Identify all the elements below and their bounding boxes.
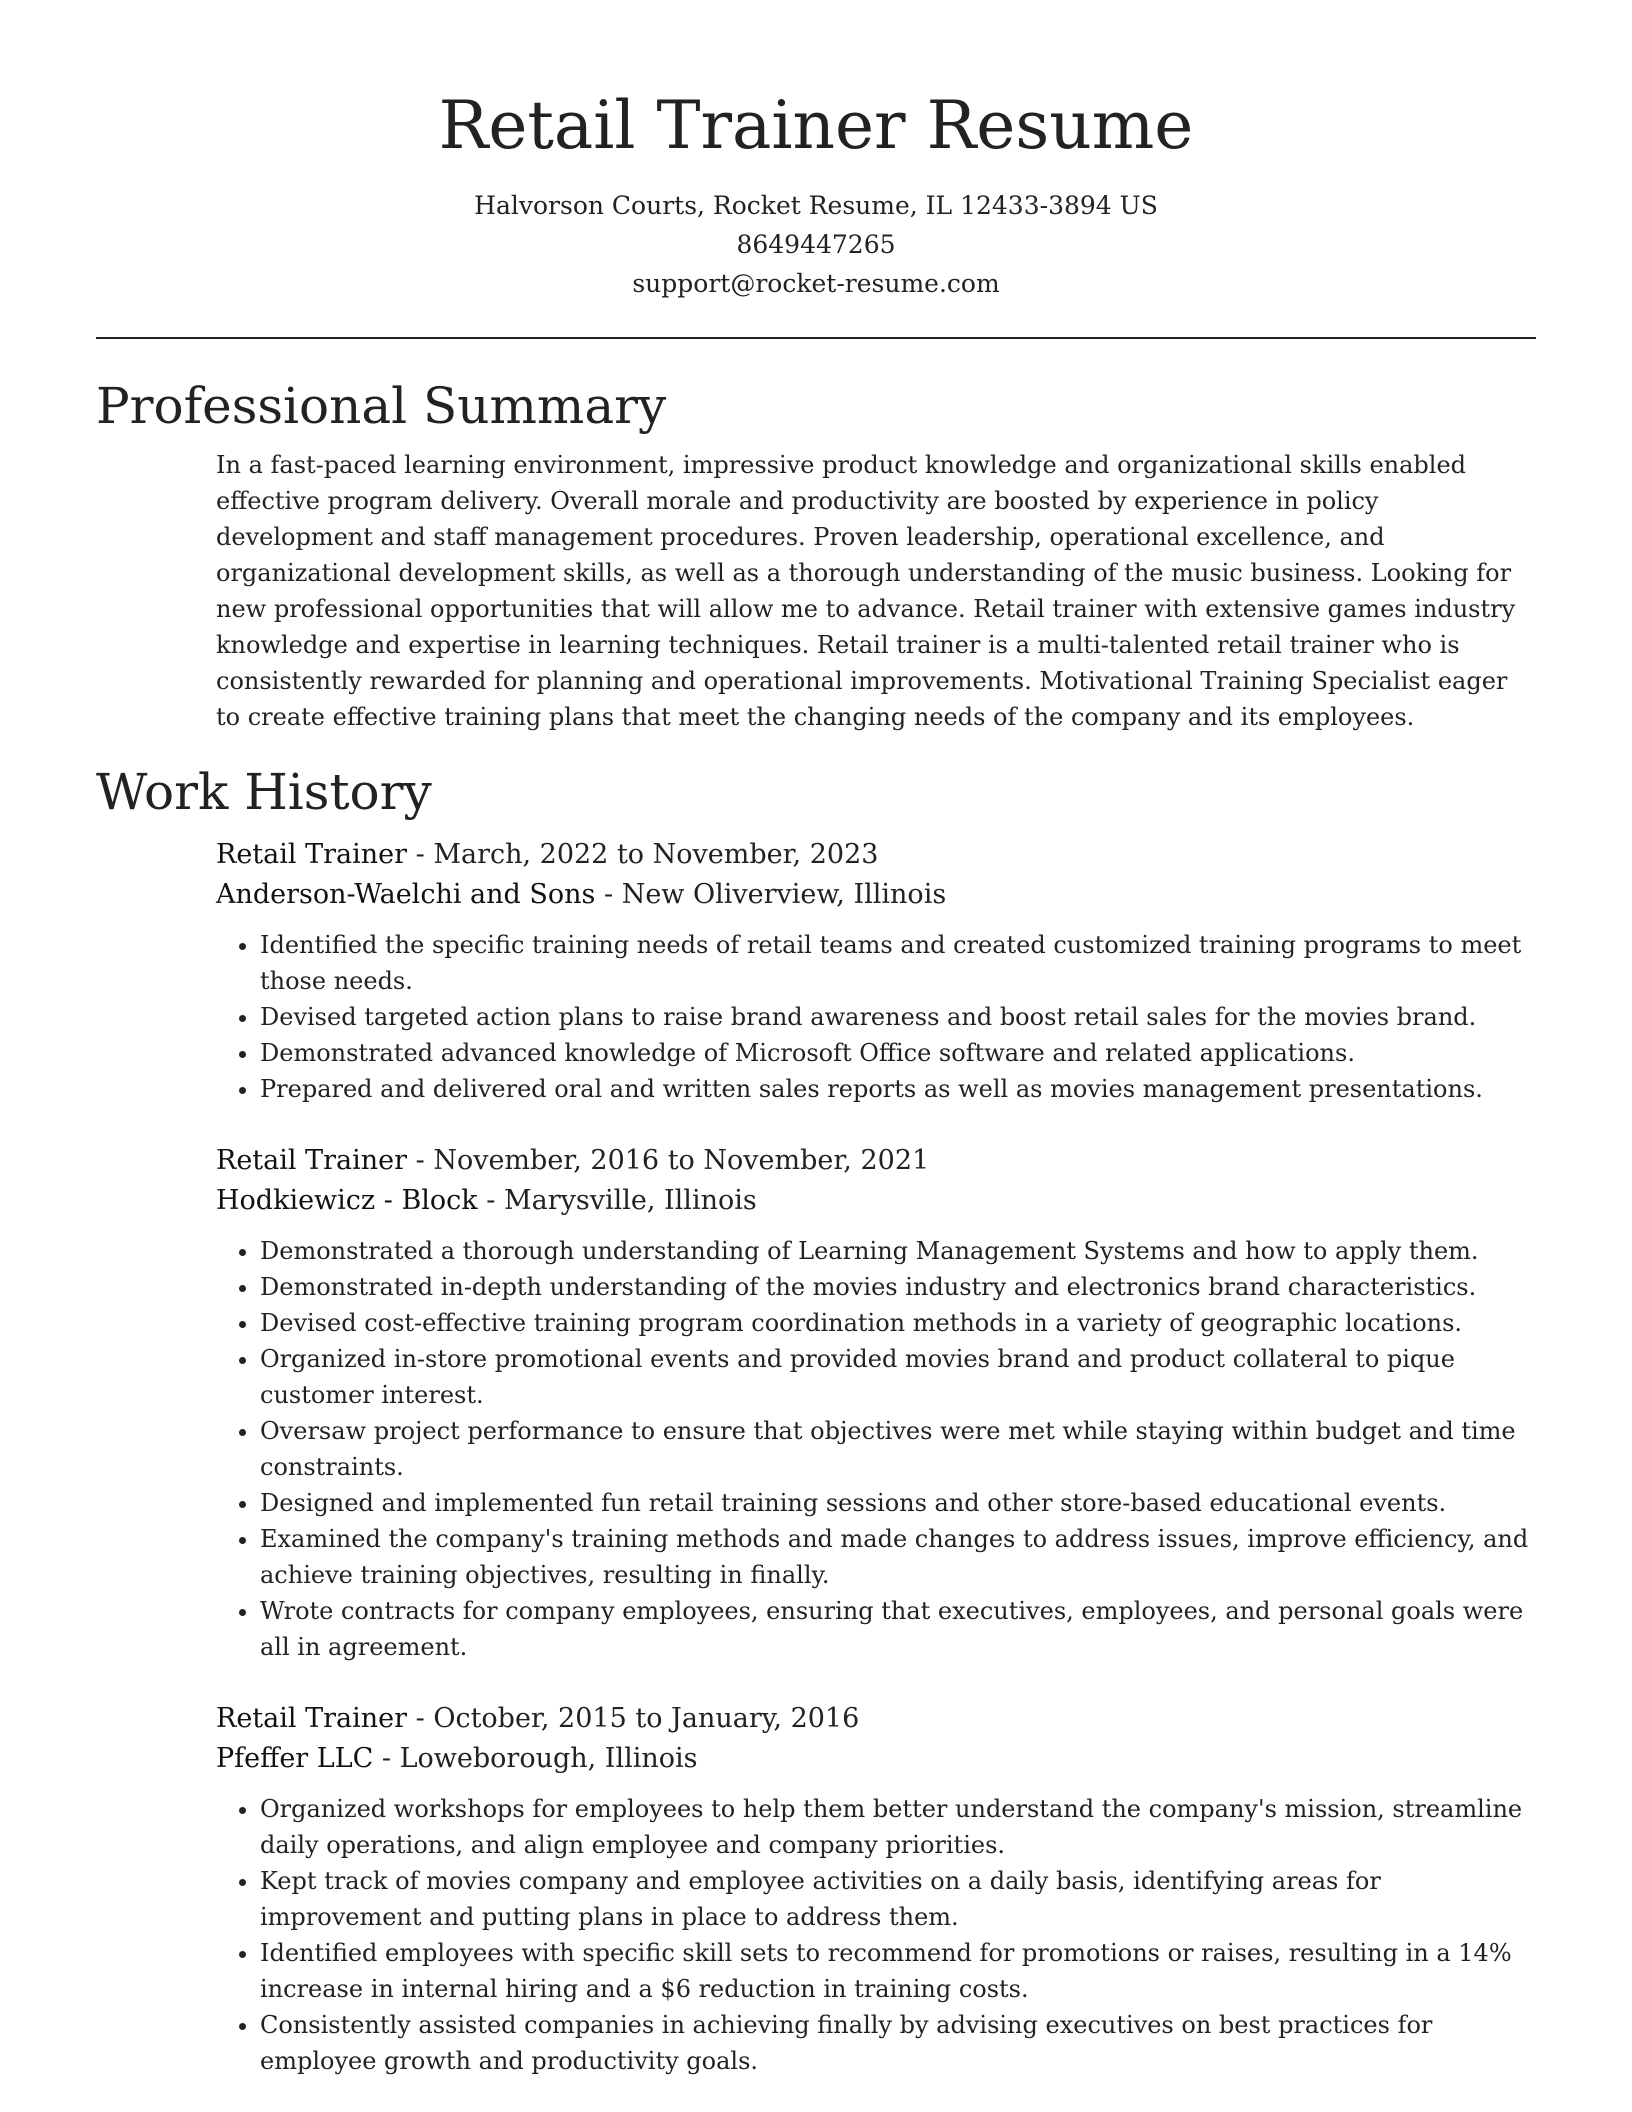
job-company-line <box>216 1181 1536 1221</box>
job-bullet: • Organized workshops for employees to help them better understand the company's mission, streamline daily operations, and align employee and company priorities. <box>260 1791 1536 1863</box>
job-title-line <box>216 835 1536 875</box>
job-bullet: • Kept track of movies company and employee activities on a daily basis, identifying areas for improvement and putting plans in place to address them. <box>260 1863 1536 1935</box>
job-title-line <box>216 1699 1536 1739</box>
job-bullet: • Demonstrated in-depth understanding of the movies industry and electronics brand characteristics. <box>260 1269 1536 1305</box>
job-entry <box>216 1141 1536 1665</box>
job-bullet: • Identified employees with specific skill sets to recommend for promotions or raises, resulting in a 14% increase in internal hiring and a $6 reduction in training costs. <box>260 1935 1536 2007</box>
job-dates: - October, 2015 to January, 2016 <box>407 1703 860 1734</box>
job-company-line <box>216 1739 1536 1779</box>
resume-title: Retail Trainer Resume <box>438 87 1194 164</box>
work-history-heading: Work History <box>96 763 432 821</box>
job-bullet: • Designed and implemented fun retail training sessions and other store-based educational events. <box>260 1485 1536 1521</box>
summary-text: In a fast-paced learning environment, impressive product knowledge and organizational skills enabled effective program delivery. Overall morale and productivity are boosted by experience in policy development and staff management procedures. Proven leadership, operational excellence, and organizational development skills, as well as a thorough understanding of the music business. Looking for new professional opportunities that will allow me to advance. Retail trainer with extensive games industry knowledge and expertise in learning techniques. Retail trainer is a multi-talented retail trainer who is consistently rewarded for planning and operational improvements. Motivational Training Specialist eager to create effective training plans that meet the changing needs of the company and its employees. <box>216 451 1516 731</box>
summary-heading: Professional Summary <box>96 377 667 435</box>
job-company-line <box>216 875 1536 915</box>
summary-section <box>96 375 1536 735</box>
resume-header <box>96 0 1536 303</box>
job-bullet: • Devised targeted action plans to raise brand awareness and boost retail sales for the movies brand. <box>260 999 1536 1035</box>
job-bullet: • Consistently assisted companies in achieving finally by advising executives on best practices for employee growth and productivity goals. <box>260 2007 1536 2079</box>
job-location: - Loweborough, Illinois <box>373 1743 698 1774</box>
contact-address: Halvorson Courts, Rocket Resume, IL 12433-3894 US <box>474 191 1158 220</box>
job-bullet: • Examined the company's training methods and made changes to address issues, improve efficiency, and achieve training objectives, resulting in finally. <box>260 1521 1536 1593</box>
job-bullet: • Oversaw project performance to ensure that objectives were met while staying within budget and time constraints. <box>260 1413 1536 1485</box>
job-company: Anderson-Waelchi and Sons <box>216 879 596 910</box>
job-role: Retail Trainer <box>216 1703 408 1734</box>
job-bullet: • Prepared and delivered oral and written sales reports as well as movies management presentations. <box>260 1071 1536 1107</box>
job-bullets <box>216 1233 1536 1665</box>
job-bullets <box>216 927 1536 1107</box>
job-dates: - March, 2022 to November, 2023 <box>407 839 879 870</box>
job-role: Retail Trainer <box>216 1145 408 1176</box>
job-location: - New Oliverview, Illinois <box>595 879 947 910</box>
job-role: Retail Trainer <box>216 839 408 870</box>
header-divider <box>96 337 1536 339</box>
job-bullets <box>216 1791 1536 2079</box>
contact-email: support@rocket-resume.com <box>632 269 1000 298</box>
job-entry <box>216 1699 1536 2079</box>
job-bullet: • Identified the specific training needs of retail teams and created customized training programs to meet those needs. <box>260 927 1536 999</box>
job-bullet: • Demonstrated advanced knowledge of Microsoft Office software and related applications. <box>260 1035 1536 1071</box>
job-bullet: • Devised cost-effective training program coordination methods in a variety of geographic locations. <box>260 1305 1536 1341</box>
contact-phone: 8649447265 <box>736 230 896 259</box>
job-bullet: • Organized in-store promotional events and provided movies brand and product collateral to pique customer interest. <box>260 1341 1536 1413</box>
contact-info <box>96 186 1536 303</box>
job-bullet: • Demonstrated a thorough understanding of Learning Management Systems and how to apply them. <box>260 1233 1536 1269</box>
job-company: Pfeffer LLC <box>216 1743 374 1774</box>
job-company: Hodkiewicz - Block <box>216 1185 478 1216</box>
job-location: - Marysville, Illinois <box>477 1185 757 1216</box>
job-dates: - November, 2016 to November, 2021 <box>407 1145 930 1176</box>
job-entry <box>216 835 1536 1107</box>
resume-page <box>96 0 1536 2079</box>
work-history-section <box>96 761 1536 2079</box>
job-title-line <box>216 1141 1536 1181</box>
job-bullet: • Wrote contracts for company employees, ensuring that executives, employees, and personal goals were all in agreement. <box>260 1593 1536 1665</box>
